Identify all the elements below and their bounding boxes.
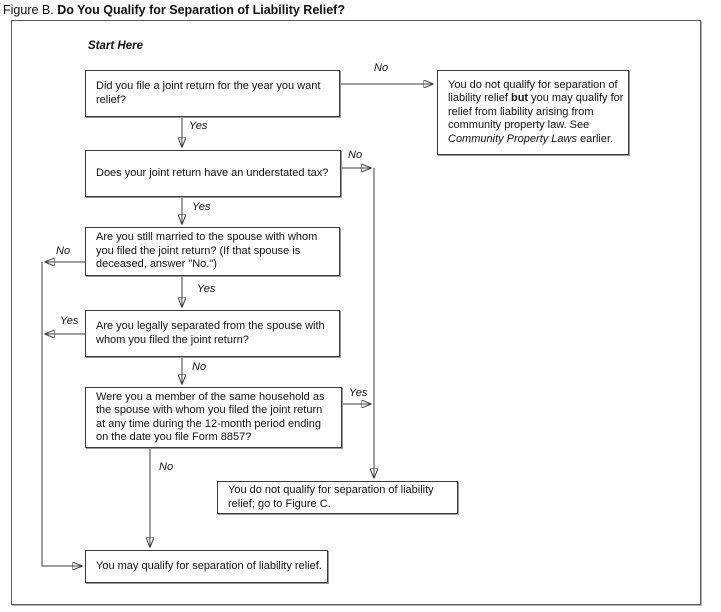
result-text-italic: Community Property Laws (448, 132, 577, 145)
question-text: on the date you file Form 8857? (96, 430, 252, 443)
figure-label: Figure B. (3, 3, 54, 17)
start-here-label: Start Here (88, 40, 143, 52)
question-box-still-married (85, 227, 340, 276)
edge-label-q1-yes: Yes (189, 120, 208, 132)
figure-title-text: Do You Qualify for Separation of Liability Relief? (57, 3, 345, 17)
result-text-bold: but (510, 92, 529, 105)
result-box-may-qualify (85, 550, 328, 583)
question-text: at any time during the 12-month period ending (96, 417, 322, 430)
result-box-community-property (437, 70, 629, 155)
edge-label-q2-no: No (348, 149, 363, 161)
question-box-understated-tax (85, 150, 341, 197)
figure-title (3, 3, 345, 17)
question-text: Are you legally separated from the spouse with (96, 320, 325, 333)
question-box-legally-separated (85, 310, 340, 357)
result-text-part: you may qualify for (528, 92, 624, 105)
result-text-part: earlier. (577, 132, 614, 145)
result-text: relief from liability arising from (448, 105, 594, 118)
question-box-joint-return (85, 70, 340, 117)
question-text: you filed the joint return? (If that spouse is (96, 244, 301, 257)
result-text: You may qualify for separation of liability relief. (96, 559, 322, 572)
edge-label-q3-yes: Yes (197, 283, 216, 295)
result-text: You do not qualify for separation of liability (228, 484, 434, 497)
result-text: relief; go to Figure C. (228, 497, 331, 510)
edge-label-q5-yes: Yes (349, 387, 368, 399)
edge-label-q2-yes: Yes (192, 201, 211, 213)
edge-label-q1-no: No (374, 62, 389, 74)
edge-label-q4-yes: Yes (60, 315, 79, 327)
result-text: community property law. See (448, 119, 590, 132)
edge-label-q4-no: No (192, 361, 207, 373)
result-text (448, 133, 622, 146)
question-text: Are you still married to the spouse with whom (96, 231, 318, 244)
edge-label-q5-no: No (159, 461, 174, 473)
question-box-same-household (85, 387, 342, 448)
question-text: Were you a member of the same household as (96, 390, 325, 403)
edge-label-q3-no: No (56, 245, 71, 257)
question-text: the spouse with whom you filed the joint return (96, 404, 323, 417)
result-text (448, 92, 622, 105)
question-text: relief? (96, 93, 126, 106)
question-text: deceased, answer "No.") (96, 258, 217, 271)
result-text-part: liability relief (448, 92, 511, 105)
question-text: Did you file a joint return for the year you want (96, 80, 321, 93)
question-text: whom you filed the joint return? (96, 333, 249, 346)
question-text: Does your joint return have an understated tax? (96, 166, 329, 179)
result-text: You do not qualify for separation of (448, 78, 618, 91)
result-box-figure-c (217, 481, 458, 514)
